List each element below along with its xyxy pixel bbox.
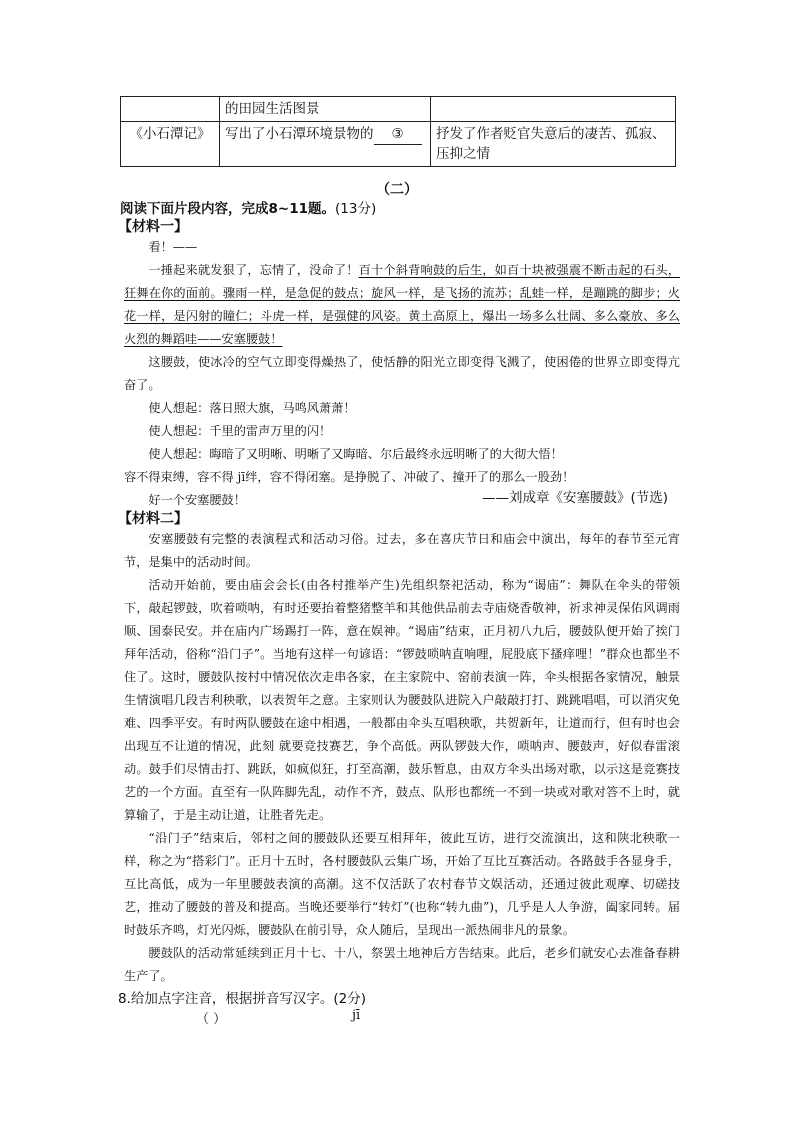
answer-blank[interactable]: ③	[374, 124, 422, 145]
table-row	[121, 122, 676, 167]
paragraph: “沿门子”结束后，邻村之间的腰鼓队还要互相拜年，彼此互访，进行交流演出，这和陕北秧歌一样，称之为“搭彩门”。正月十五时，各村腰鼓队云集广场，开始了互比互赛活动。各路鼓手各显身手，互比高低，成为一年里腰鼓表演的高潮。这不仅活跃了农村春节文娱活动，还通过彼此观摩、切磋技艺，推动了腰鼓的普及和提高。当晚还要举行“转灯”(也称“转九曲”)，几乎是人人争游，阖家同转。届时鼓乐齐鸣，灯光闪烁，腰鼓队在前引导，众人随后，呈现出一派热闹非凡的景象。	[124, 831, 680, 937]
underlined-passage: 百十个斜背响鼓的后生，如百十块被强震不断击起的石头，狂舞在你的面前。骤雨一样，是急促的鼓点；旋风一样，是飞扬的流苏；乱蛙一样，是蹦跳的脚步；火花一样，是闪射的瞳仁；斗虎一样，是强健的风姿。黄土高原上，爆出一场多么壮阔、多么豪放、多么火烈的舞蹈哇——安塞腰鼓！	[124, 263, 681, 346]
table-cell-title: 《小石潭记》	[121, 122, 220, 167]
section-title: （二）	[376, 182, 418, 198]
poem-table	[120, 96, 676, 167]
table-cell-content	[220, 122, 431, 167]
table-cell-feeling	[431, 97, 676, 122]
paragraph: 这腰鼓，使冰冷的空气立即变得燥热了，使恬静的阳光立即变得飞溅了，使困倦的世界立即变得亢奋了。	[124, 355, 680, 392]
table-row	[121, 97, 676, 122]
paragraph-plain: 一捶起来就发狠了，忘情了，没命了！	[148, 263, 359, 277]
instruction-text: 阅读下面片段内容，完成8~11题。	[120, 201, 335, 217]
instruction	[120, 197, 376, 217]
material-two-label: 【材料二】	[118, 511, 188, 527]
table-cell-feeling: 抒发了作者贬官失意后的凄苦、孤寂、压抑之情	[431, 122, 676, 167]
content-prefix: 写出了小石潭环境景物的	[225, 126, 374, 142]
paragraph: 使人想起：千里的雷声万里的闪！	[148, 424, 332, 438]
table-cell-content: 的田园生活图景	[220, 97, 431, 122]
material-one-text	[124, 236, 680, 512]
paragraph: 活动开始前，要由庙会会长(由各村推举产生)先组织祭祀活动，称为“谒庙”：舞队在伞头的带领下，敲起锣鼓，吹着唢呐，有时还要抬着整猪整羊和其他供品前去寺庙烧香敬神，祈求神灵保佑风调雨顺、国泰民安。并在庙内广场踢打一阵，意在娱神。“谒庙”结束，正月初八九后，腰鼓队便开始了挨门拜年活动，俗称“沿门子”。当地有这样一句谚语：“锣鼓唢呐直响哩，屁股底下搔痒哩！”群众也都坐不住了。这时，腰鼓队按村中情况依次走串各家，在主家院中、窑前表演一阵，伞头根据各家情况，触景生情演唱几段吉利秧歌，以表贺年之意。主家则认为腰鼓队进院入户敲敲打打、跳跳唱唱，可以消灾免难、四季平安。有时两队腰鼓在途中相遇，一般都由伞头互唱秧歌，共贺新年，让道而行，但有时也会出现互不让道的情况，此刻 就要竞技赛艺，争个高低。两队锣鼓大作，唢呐声、腰鼓声，好似春雷滚动。鼓手们尽情击打、跳跃，如疯似狂，打至高潮，鼓乐暂息，由双方伞头出场对歌，以示这是竞赛技艺的一个方面。直至有一队阵脚先乱，动作不齐，鼓点、队形也都统一不到一块或对歌对答不上时，就算输了，于是主动让道，让胜者先走。	[124, 578, 680, 822]
paragraph: 腰鼓队的活动常延续到正月十七、十八，祭罢土地神后方告结束。此后，老乡们就安心去准备春耕生产了。	[124, 946, 680, 983]
paragraph	[124, 259, 680, 351]
paragraph: 容不得束缚，容不得 jī绊，容不得闭塞。是挣脱了、冲破了、撞开了的那么一股劲！	[124, 470, 575, 484]
table-cell-title	[121, 97, 220, 122]
paragraph: 安塞腰鼓有完整的表演程式和活动习俗。过去，多在喜庆节日和庙会中演出，每年的春节至元宵节，是集中的活动时间。	[124, 532, 680, 569]
paragraph: 看！——	[148, 240, 198, 254]
pinyin-prompt: jī	[352, 1008, 361, 1023]
material-one-label: 【材料一】	[118, 219, 188, 235]
paragraph: 使人想起：落日照大旗，马鸣风萧萧！	[148, 401, 356, 415]
pinyin-answer-blank[interactable]: （ ）	[196, 1012, 227, 1027]
paragraph: 好一个安塞腰鼓！	[148, 493, 246, 507]
source-citation: ——刘成章《安塞腰鼓》(节选)	[481, 490, 668, 506]
question-8: 8.给加点字注音，根据拼音写汉字。(2分)	[118, 991, 367, 1007]
paragraph: 使人想起：晦暗了又明晰、明晰了又晦暗、尔后最终永远明晰了的大彻大悟！	[148, 447, 563, 461]
material-two-text	[124, 528, 680, 988]
instruction-score: (13分)	[335, 201, 377, 217]
